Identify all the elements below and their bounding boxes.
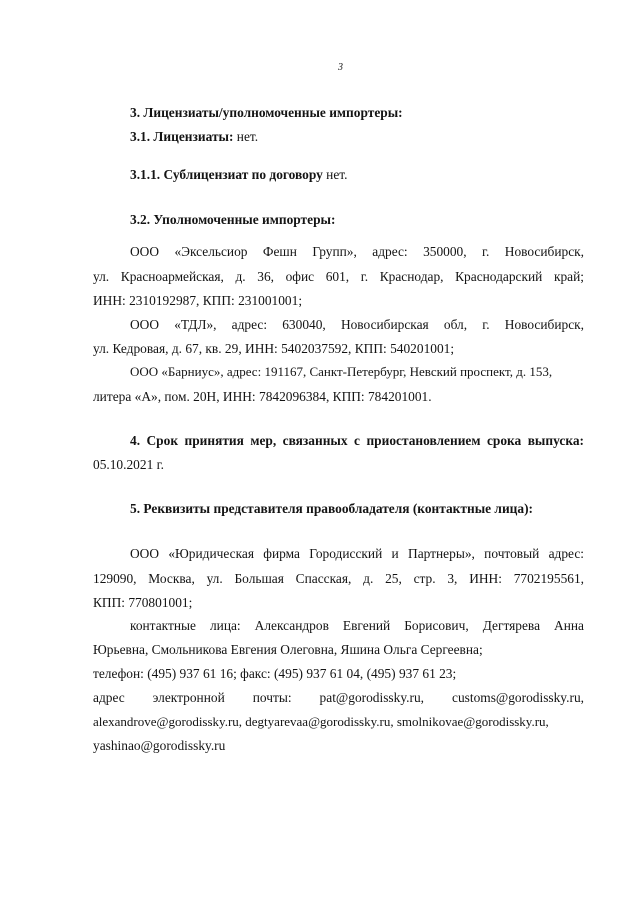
importer2-line1: ООО «ТДЛ», адрес: 630040, Новосибирская обл, г. Новосибирск, [130,317,584,332]
section5-heading: 5. Реквизиты представителя правообладателя (контактные лица): [130,501,533,516]
contacts-line1: контактные лица: Александров Евгений Борисович, Дегтярева Анна [130,618,584,633]
section4-value: 05.10.2021 г. [93,457,164,472]
company-line3: КПП: 770801001; [93,595,193,610]
importer1-line2: ул. Красноармейская, д. 36, офис 601, г. Краснодар, Краснодарский край; [93,269,584,284]
sublicensee-value: нет. [322,167,348,182]
email-line3: yashinao@gorodissky.ru [93,738,226,753]
importer1-line1: ООО «Эксельсиор Фешн Групп», адрес: 350000, г. Новосибирск, [130,244,584,259]
licensees-label: 3.1. Лицензиаты: [130,129,234,144]
email-line1: адрес электронной почты: pat@gorodissky.ru, customs@gorodissky.ru, [93,690,584,705]
contacts-line2: Юрьевна, Смольникова Евгения Олеговна, Яшина Ольга Сергеевна; [93,642,483,657]
section4-heading: 4. Срок принятия мер, связанных с приостановлением срока выпуска: [130,433,584,448]
sublicensee-line [130,166,347,184]
licensees-line [130,128,258,146]
email-line2: alexandrove@gorodissky.ru, degtyarevaa@gorodissky.ru, smolnikovae@gorodissky.ru, [93,714,549,729]
company-line1: ООО «Юридическая фирма Городисский и Партнеры», почтовый адрес: [130,546,584,561]
page-number: 3 [338,62,343,73]
importer2-line2: ул. Кедровая, д. 67, кв. 29, ИНН: 5402037592, КПП: 540201001; [93,341,455,356]
licensees-value: нет. [233,129,259,144]
importer1-line3: ИНН: 2310192987, КПП: 231001001; [93,293,303,308]
importers-heading: 3.2. Уполномоченные импортеры: [130,212,336,227]
phone-line: телефон: (495) 937 61 16; факс: (495) 937 61 04, (495) 937 61 23; [93,666,457,681]
importer3-line2: литера «А», пом. 20Н, ИНН: 7842096384, КПП: 784201001. [93,389,432,404]
importer3-line1: ООО «Барниус», адрес: 191167, Санкт-Петербург, Невский проспект, д. 153, [130,364,553,379]
company-line2: 129090, Москва, ул. Большая Спасская, д. 25, стр. 3, ИНН: 7702195561, [93,571,584,586]
sublicensee-label: 3.1.1. Сублицензиат по договору [130,167,323,182]
section3-heading: 3. Лицензиаты/уполномоченные импортеры: [130,105,403,120]
